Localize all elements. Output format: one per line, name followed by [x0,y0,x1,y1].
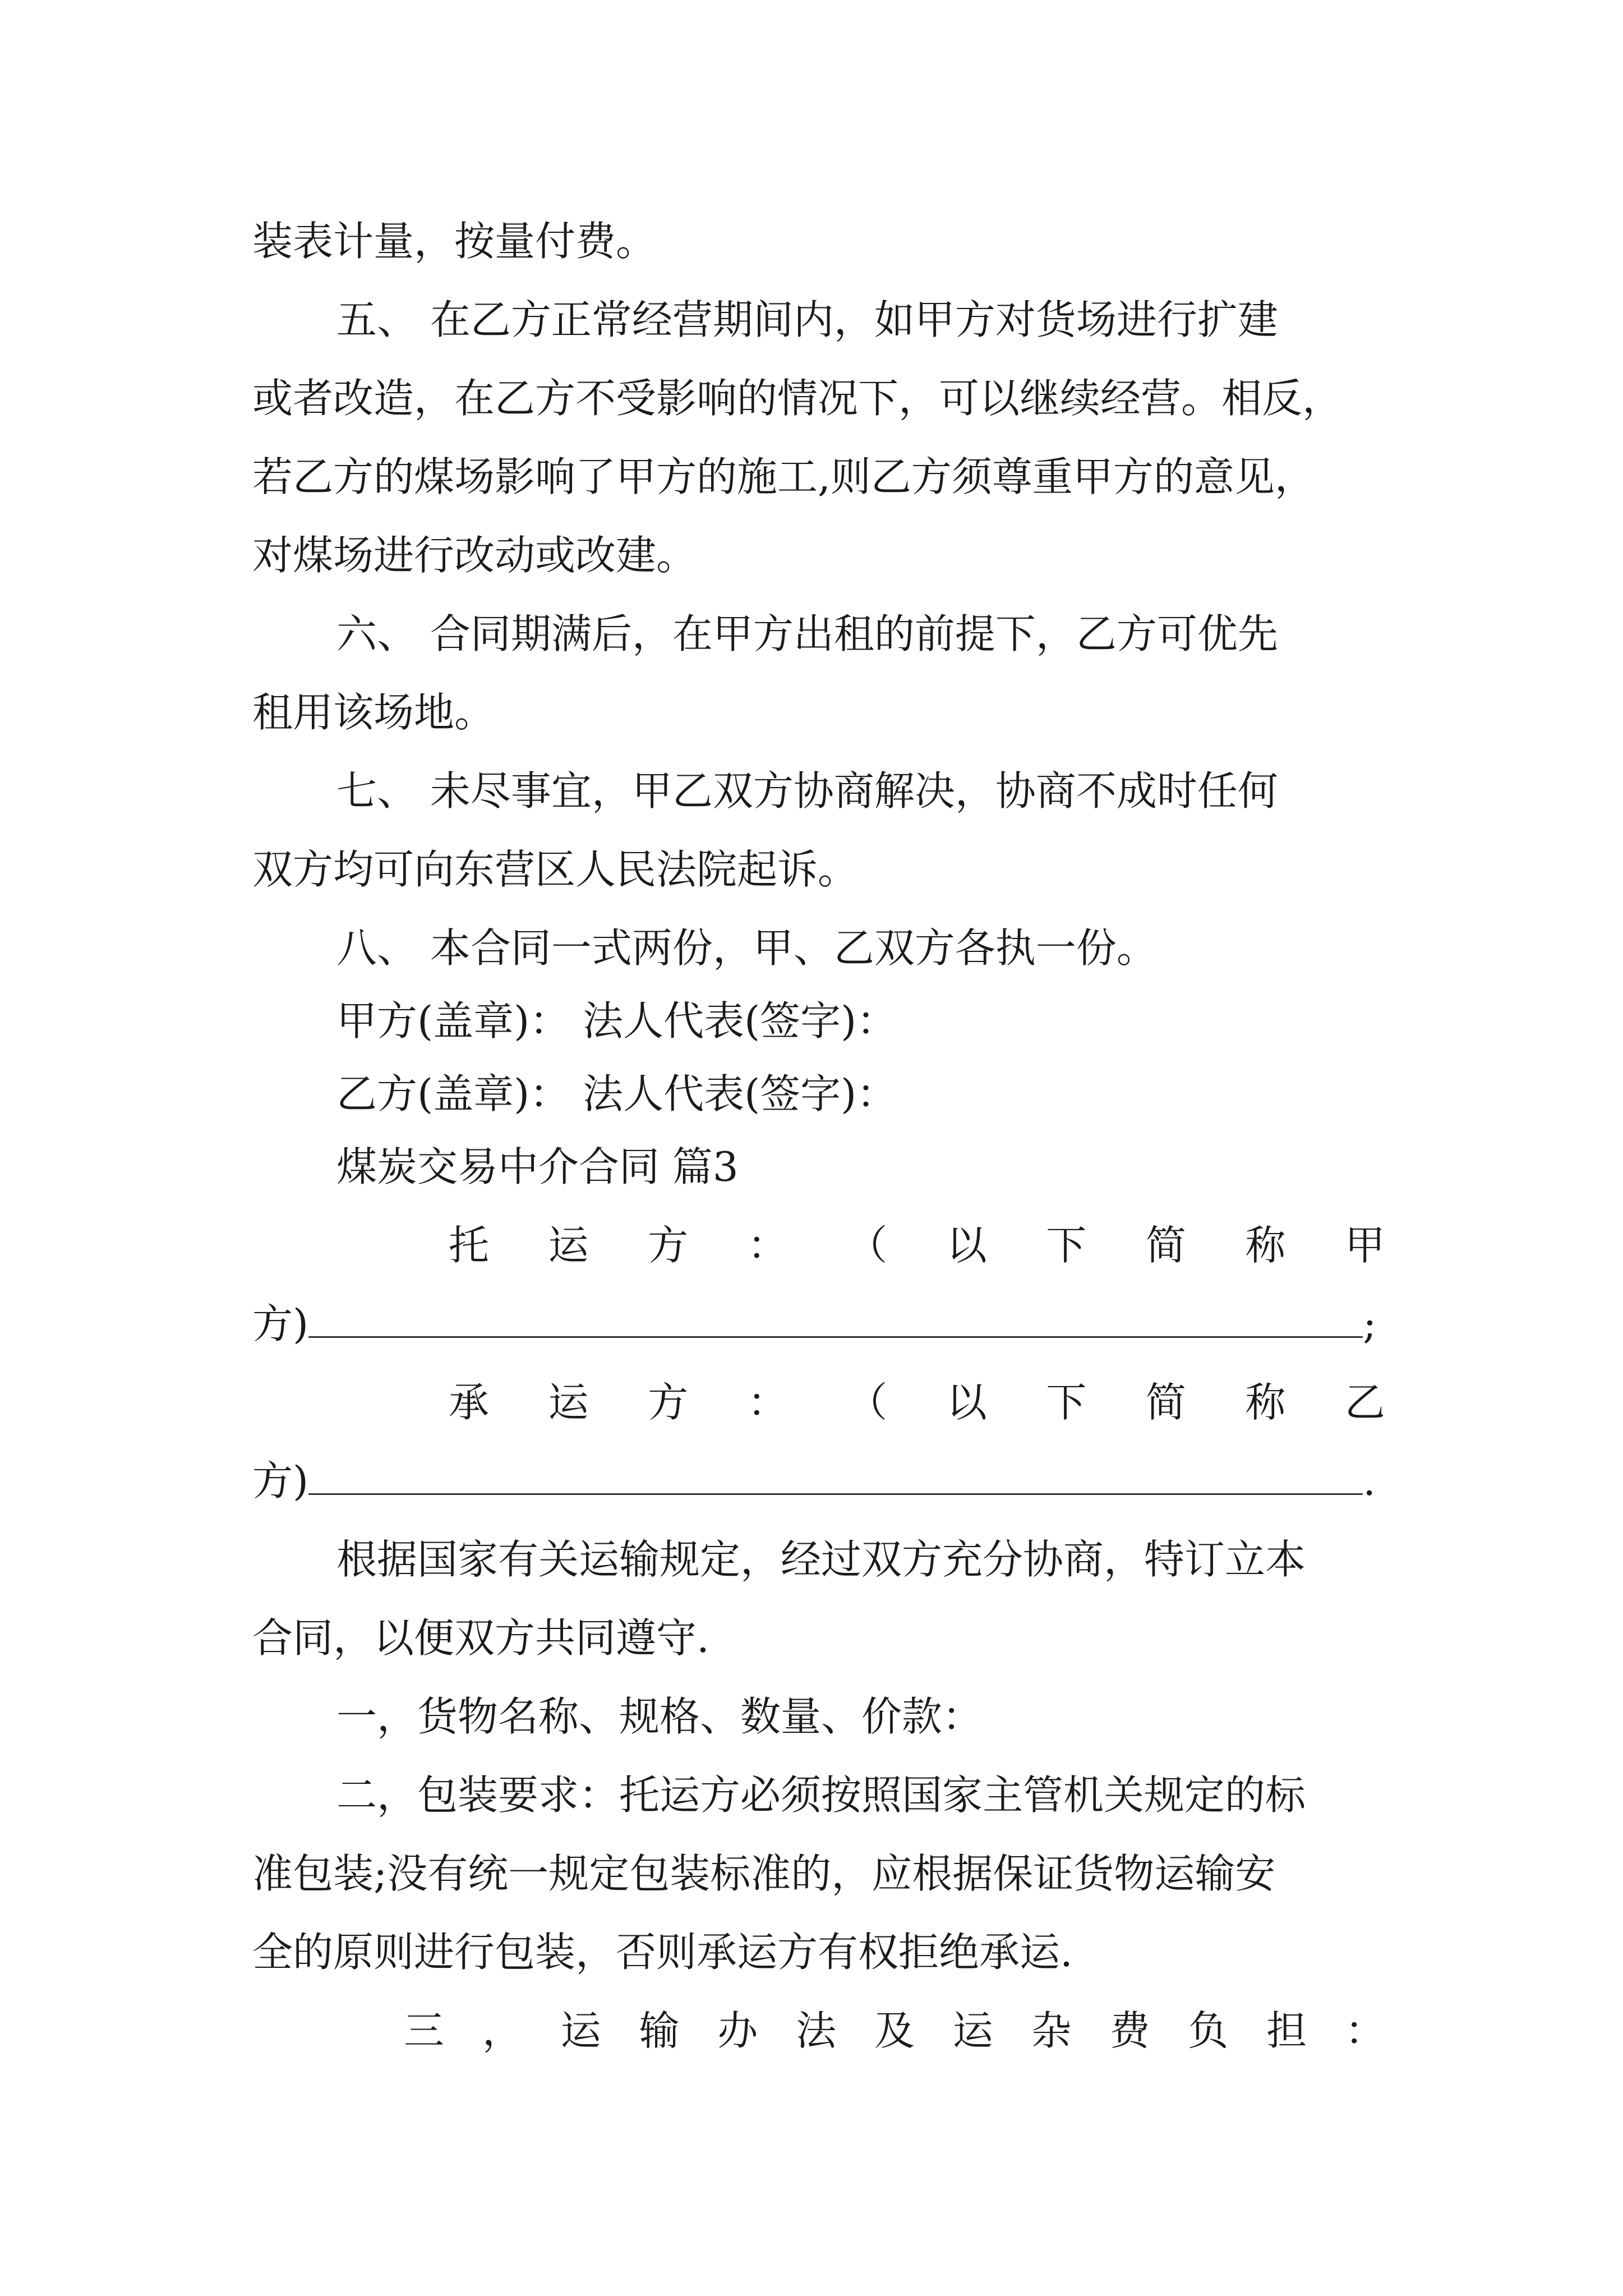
intro-line-2: 合同，以便双方共同遵守. [252,1614,709,1662]
carrier-char: （ [847,1379,888,1426]
item-3-char: 杂 [1031,2007,1072,2054]
shipper-char: 方 [648,1222,689,1269]
signature-party-a: 甲方(盖章)： 法人代表(签字)： [336,997,897,1045]
item-3-char: 三 [404,2007,445,2054]
item-3-char: 及 [874,2007,915,2054]
carrier-char: 简 [1145,1379,1186,1426]
intro-line-1: 根据国家有关运输规定，经过双方充分协商，特订立本 [336,1536,1306,1583]
item-3-char: 担 [1266,2007,1307,2054]
clause-7-line-2: 双方均可向东营区人民法院起诉。 [252,846,859,893]
clause-5-line-3: 若乙方的煤场影响了甲方的施工,则乙方须尊重甲方的意见， [252,453,1315,500]
carrier-fill-line [252,1453,1385,1509]
item-2-line-3: 全的原则进行包装，否则承运方有权拒绝承运. [252,1929,1073,1976]
shipper-char: 托 [449,1222,490,1269]
section-title: 煤炭交易中介合同 篇3 [336,1143,739,1190]
clause-8: 八、 本合同一式两份，甲、乙双方各执一份。 [336,924,1157,972]
shipper-tail: 方) [252,1300,309,1347]
carrier-char: 承 [449,1379,490,1426]
signature-party-b: 乙方(盖章)： 法人代表(签字)： [336,1070,897,1117]
carrier-char: ： [747,1379,788,1426]
carrier-char: 运 [548,1379,589,1426]
shipper-char: 简 [1145,1222,1186,1269]
item-3-char: ： [1344,2007,1385,2054]
item-3-char: 运 [952,2007,993,2054]
carrier-char: 乙 [1344,1379,1385,1426]
clause-7-line-1: 七、 未尽事宜，甲乙双方协商解决，协商不成时任何 [336,767,1278,815]
shipper-char: 以 [946,1222,987,1269]
carrier-end: . [1363,1457,1376,1504]
carrier-char: 方 [648,1379,689,1426]
shipper-blank [308,1297,1363,1338]
shipper-fill-line [252,1296,1385,1352]
clause-5-line-2: 或者改造，在乙方不受影响的情况下，可以继续经营。相反， [252,375,1343,422]
shipper-char: 下 [1046,1222,1087,1269]
shipper-char: 运 [548,1222,589,1269]
clause-6-line-1: 六、 合同期满后，在甲方出租的前提下，乙方可优先 [336,610,1278,657]
carrier-char: 下 [1046,1379,1087,1426]
shipper-char: （ [847,1222,888,1269]
item-3-char: ， [482,2007,523,2054]
item-3-char: 负 [1188,2007,1229,2054]
item-3-char: 费 [1109,2007,1150,2054]
carrier-tail: 方) [252,1457,309,1504]
shipper-end: ; [1363,1300,1377,1347]
item-3-char: 输 [639,2007,680,2054]
paragraph-line: 装表计量，按量付费。 [252,218,657,265]
item-3-row [404,2003,1385,2059]
carrier-char: 以 [946,1379,987,1426]
shipper-char: 甲 [1344,1222,1385,1269]
carrier-label-row [449,1374,1385,1430]
item-3-char: 法 [796,2007,837,2054]
item-3-char: 运 [560,2007,601,2054]
carrier-blank [308,1454,1363,1495]
shipper-char: ： [747,1222,788,1269]
clause-5-line-1: 五、 在乙方正常经营期间内，如甲方对货场进行扩建 [336,296,1278,343]
item-3-char: 办 [717,2007,758,2054]
item-1: 一，货物名称、规格、数量、价款： [336,1693,983,1740]
item-2-line-2: 准包装;没有统一规定包装标准的，应根据保证货物运输安 [252,1850,1276,1897]
item-2-line-1: 二，包装要求：托运方必须按照国家主管机关规定的标 [336,1772,1306,1819]
clause-5-line-4: 对煤场进行改动或改建。 [252,532,697,579]
clause-6-line-2: 租用该场地。 [252,689,495,736]
carrier-char: 称 [1245,1379,1286,1426]
shipper-label-row [449,1217,1385,1273]
shipper-char: 称 [1245,1222,1286,1269]
